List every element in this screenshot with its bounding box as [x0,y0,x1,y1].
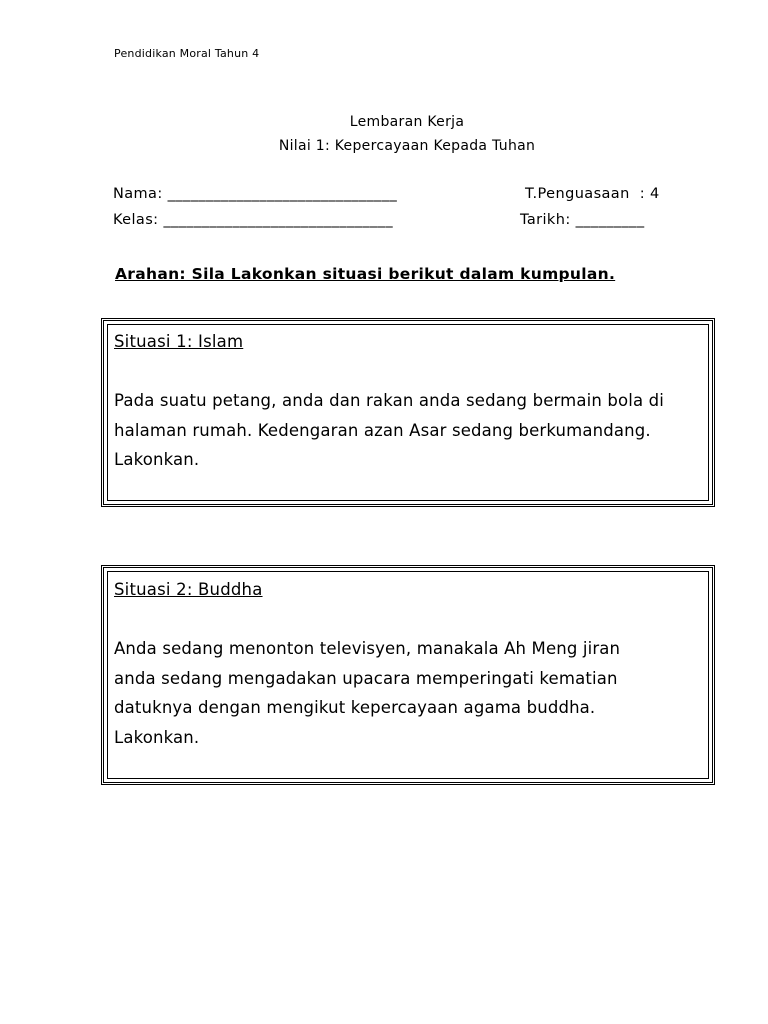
worksheet-subtitle: Nilai 1: Kepercayaan Kepada Tuhan [278,138,536,154]
situation-line: halaman rumah. Kedengaran azan Asar sedang berkumandang. [114,420,651,440]
situation-body [114,386,702,475]
tahap-penguasaan: T.Penguasaan : 4 [525,186,660,202]
situation-line: Pada suatu petang, anda dan rakan anda sedang bermain bola di [114,391,664,410]
situation-line: Lakonkan. [114,727,200,747]
situation-title: Situasi 2: Buddha [114,580,263,599]
situation-line: anda sedang mengadakan upacara memperingati kematian [114,668,618,688]
situation-body [114,634,702,752]
situation-box-2 [101,565,715,785]
situation-box-1 [101,318,715,507]
situation-line: Anda sedang menonton televisyen, manakala Ah Meng jiran [114,639,621,658]
header-note: Pendidikan Moral Tahun 4 [114,47,260,60]
situation-line: datuknya dengan mengikut kepercayaan agama buddha. [114,698,596,717]
kelas-field: Kelas: ______________________________ [113,212,393,228]
situation-title: Situasi 1: Islam [114,332,244,351]
tarikh-field: Tarikh: _________ [520,212,645,228]
situation-line: Lakonkan. [114,450,200,469]
instruction-text: Arahan: Sila Lakonkan situasi berikut dalam kumpulan. [115,265,616,283]
worksheet-title: Lembaran Kerja [349,114,465,130]
nama-field: Nama: ______________________________ [113,186,398,202]
